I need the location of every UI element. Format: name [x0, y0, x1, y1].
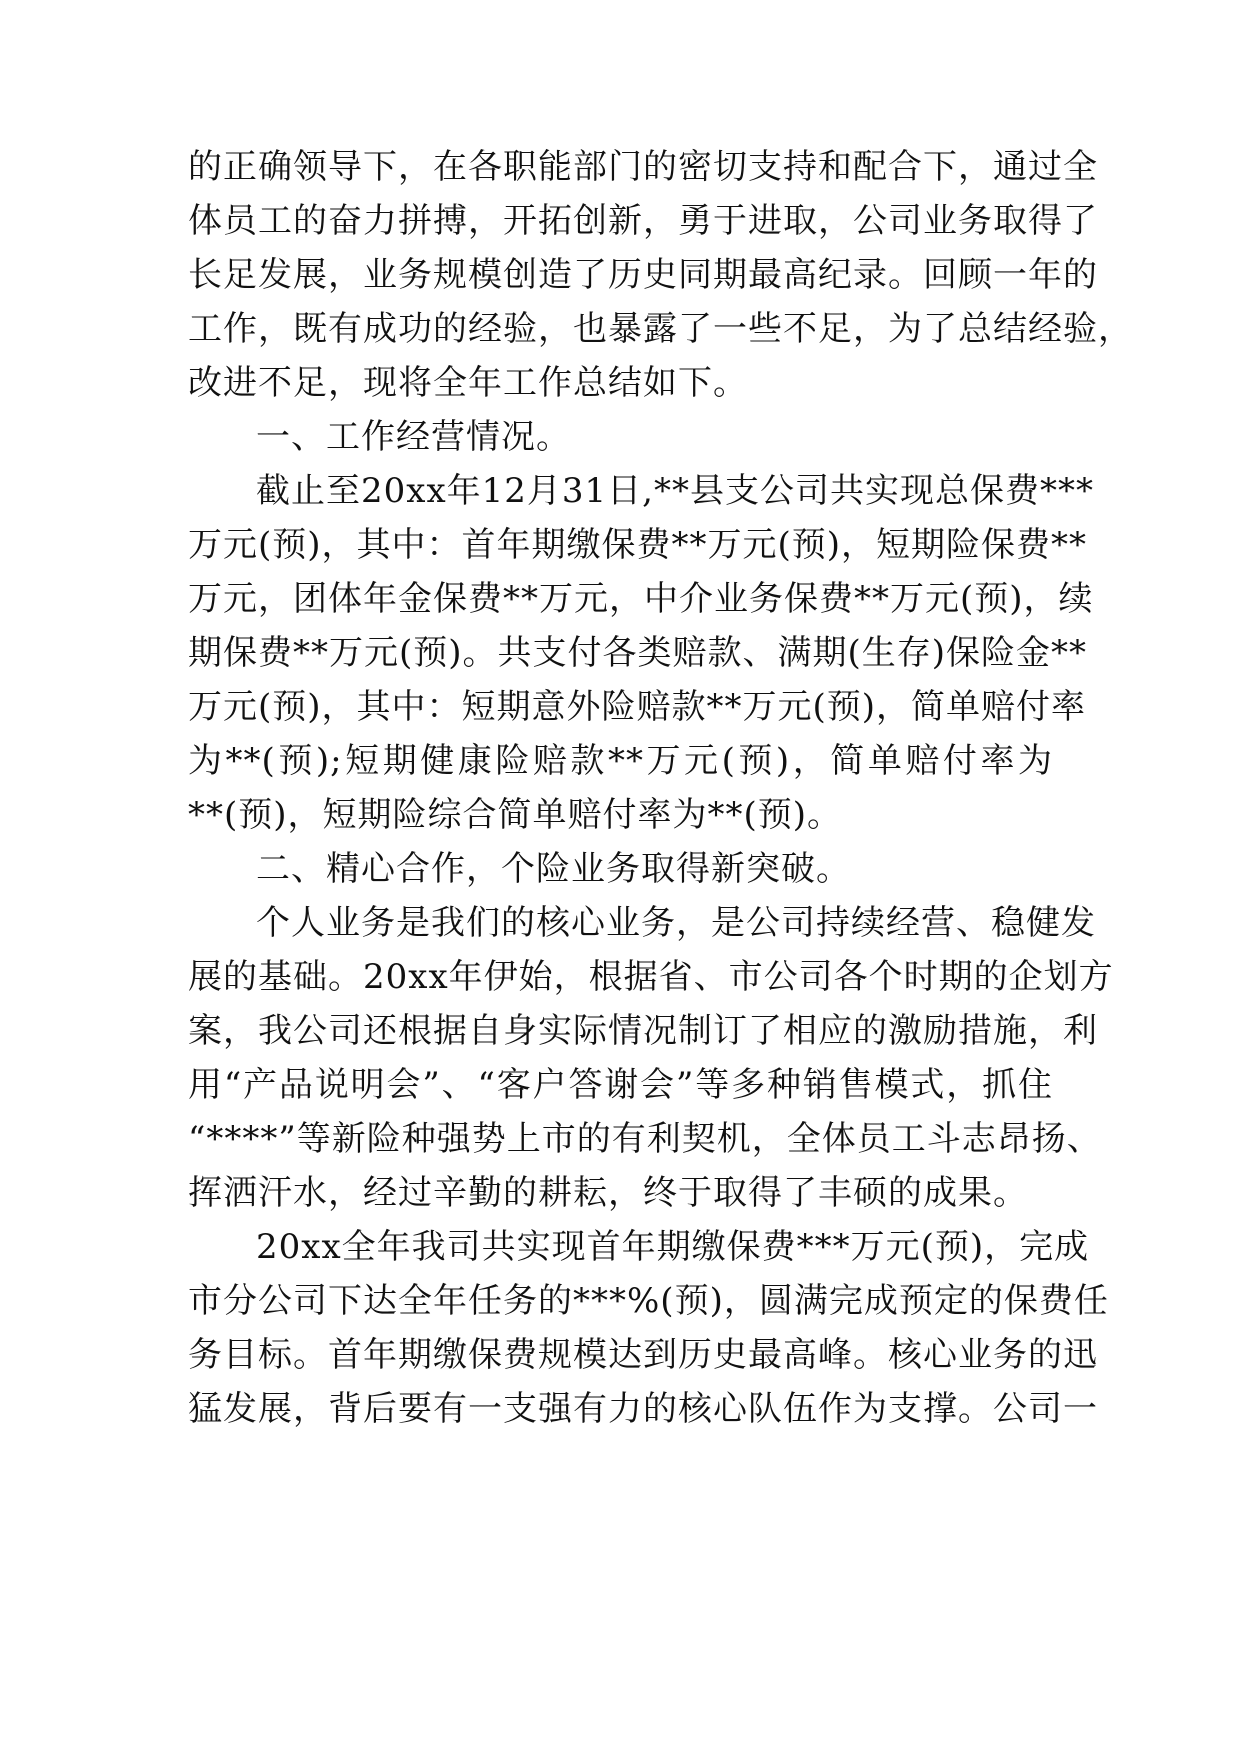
text-line: 截止至20xx年12月31日,**县支公司共实现总保费*** — [256, 471, 1094, 511]
text-line: 展的基础。20xx年伊始，根据省、市公司各个时期的企划方 — [188, 957, 1114, 997]
text-line: 20xx全年我司共实现首年期缴保费***万元(预)，完成 — [256, 1227, 1090, 1267]
text-line: 用“产品说明会”、“客户答谢会”等多种销售模式，抓住 — [188, 1065, 1053, 1105]
text-line: 的正确领导下，在各职能部门的密切支持和配合下，通过全 — [188, 147, 1098, 187]
text-line: 为**(预);短期健康险赔款**万元(预)，简单赔付率为 — [188, 741, 1053, 781]
text-line: 市分公司下达全年任务的***%(预)，圆满完成预定的保费任 — [188, 1281, 1109, 1321]
text-line: 挥洒汗水，经过辛勤的耕耘，终于取得了丰硕的成果。 — [188, 1173, 1028, 1213]
text-line: 万元(预)，其中：首年期缴保费**万元(预)，短期险保费** — [188, 525, 1088, 565]
text-line: 体员工的奋力拼搏，开拓创新，勇于进取，公司业务取得了 — [188, 201, 1098, 241]
text-line: 猛发展，背后要有一支强有力的核心队伍作为支撑。公司一 — [188, 1389, 1098, 1429]
document-body — [188, 140, 1133, 1436]
text-line: **(预)，短期险综合简单赔付率为**(预)。 — [188, 795, 843, 835]
text-line: 万元，团体年金保费**万元，中介业务保费**万元(预)，续 — [188, 579, 1094, 619]
text-line: 二、精心合作，个险业务取得新突破。 — [256, 849, 851, 889]
text-line: 个人业务是我们的核心业务，是公司持续经营、稳健发 — [256, 903, 1096, 943]
text-line: 务目标。首年期缴保费规模达到历史最高峰。核心业务的迅 — [188, 1335, 1098, 1375]
text-line: 长足发展，业务规模创造了历史同期最高纪录。回顾一年的 — [188, 255, 1098, 295]
text-line: 改进不足，现将全年工作总结如下。 — [188, 363, 748, 403]
text-line: 万元(预)，其中：短期意外险赔款**万元(预)，简单赔付率 — [188, 687, 1087, 727]
text-line: “****”等新险种强势上市的有利契机，全体员工斗志昂扬、 — [188, 1119, 1102, 1159]
text-line: 一、工作经营情况。 — [256, 417, 571, 457]
text-line: 案，我公司还根据自身实际情况制订了相应的激励措施，利 — [188, 1011, 1098, 1051]
text-line: 期保费**万元(预)。共支付各类赔款、满期(生存)保险金** — [188, 633, 1088, 673]
text-line: 工作，既有成功的经验，也暴露了一些不足，为了总结经验， — [188, 309, 1133, 349]
